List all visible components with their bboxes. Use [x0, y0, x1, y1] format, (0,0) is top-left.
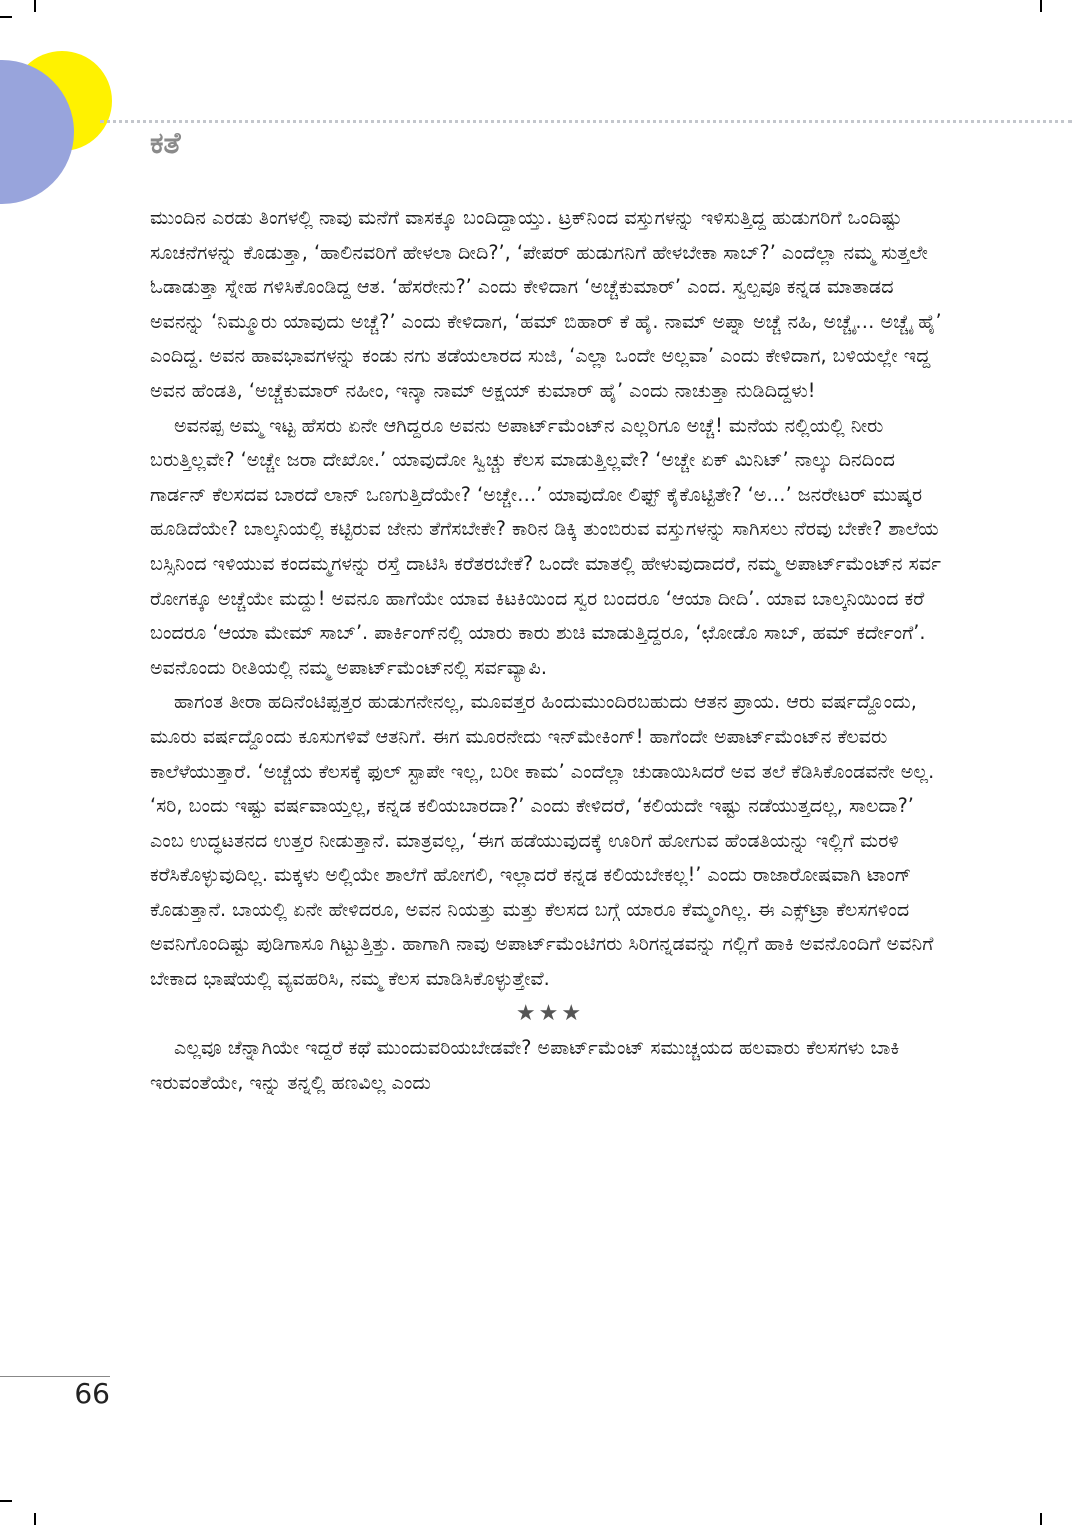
- paragraph-4: ಎಲ್ಲವೂ ಚೆನ್ನಾಗಿಯೇ ಇದ್ದರೆ ಕಥೆ ಮುಂದುವರಿಯಬೇಡವೇ? ಅಪಾರ್ಟ್‌ಮೆಂಟ್ ಸಮುಚ್ಚಯದ ಹಲವಾರು ಕೆಲಸಗಳು ಬಾಕಿ ಇರುವಂತೆಯೇ, ಇನ್ನು ತನ್ನಲ್ಲಿ ಹಣವಿಲ್ಲ ಎಂದು: [150, 1036, 900, 1094]
- section-separator: ★★★: [515, 1000, 585, 1026]
- crop-mark-bottom-right: [1040, 1513, 1042, 1525]
- paragraph-3: ಹಾಗಂತ ತೀರಾ ಹದಿನೆಂಟಿಪ್ಪತ್ತರ ಹುಡುಗನೇನಲ್ಲ, ಮೂವತ್ತರ ಹಿಂದುಮುಂದಿರಬಹುದು ಆತನ ಪ್ರಾಯ. ಆರು ವರ್ಷದ್ದೊಂದು, ಮೂರು ವರ್ಷದ್ದೊಂದು ಕೂಸುಗಳಿವೆ ಆತನಿಗೆ. ಈಗ ಮೂರನೇದು ಇನ್‌ಮೇಕಿಂಗ್! ಹಾಗೆಂದೇ ಅಪಾರ್ಟ್‌ಮೆಂಟ್‌ನ ಕೆಲವರು ಕಾಲೆಳೆಯುತ್ತಾರೆ. ‘ಅಚ್ಚೆಯ ಕೆಲಸಕ್ಕೆ ಫುಲ್ ಸ್ಟಾಪೇ ಇಲ್ಲ, ಬರೀ ಕಾಮ’ ಎಂದೆಲ್ಲಾ ಚುಡಾಯಿಸಿದರೆ ಅವ ತಲೆ ಕೆಡಿಸಿಕೊಂಡವನೇ ಅಲ್ಲ. ‘ಸರಿ, ಬಂದು ಇಷ್ಟು ವರ್ಷವಾಯ್ತಲ್ಲ, ಕನ್ನಡ ಕಲಿಯಬಾರದಾ?’ ಎಂದು ಕೇಳಿದರೆ, ‘ಕಲಿಯದೇ ಇಷ್ಟು ನಡೆಯುತ್ತದಲ್ಲ, ಸಾಲದಾ?’ ಎಂಬ ಉದ್ಧಟತನದ ಉತ್ತರ ನೀಡುತ್ತಾನೆ. ಮಾತ್ರವಲ್ಲ, ‘ಈಗ ಹಡೆಯುವುದಕ್ಕೆ ಊರಿಗೆ ಹೋಗುವ ಹೆಂಡತಿಯನ್ನು ಇಲ್ಲಿಗೆ ಮರಳಿ ಕರೆಸಿಕೊಳ್ಳುವುದಿಲ್ಲ. ಮಕ್ಕಳು ಅಲ್ಲಿಯೇ ಶಾಲೆಗೆ ಹೋಗಲಿ, ಇಲ್ಲಾದರೆ ಕನ್ನಡ ಕಲಿಯಬೇಕಲ್ಲ!’ ಎಂದು ರಾಜಾರೋಷವಾಗಿ ಟಾಂಗ್ ಕೊಡುತ್ತಾನೆ. ಬಾಯಲ್ಲಿ ಏನೇ ಹೇಳಿದರೂ, ಅವನ ನಿಯತ್ತು ಮತ್ತು ಕೆಲಸದ ಬಗ್ಗೆ ಯಾರೂ ಕೆಮ್ಮಂಗಿಲ್ಲ. ಈ ಎಕ್ಸ್‌ಟ್ರಾ ಕೆಲಸಗಳಿಂದ ಅವನಿಗೊಂದಿಷ್ಟು ಪುಡಿಗಾಸೂ ಗಿಟ್ಟುತ್ತಿತ್ತು. ಹಾಗಾಗಿ ನಾವು ಅಪಾರ್ಟ್‌ಮೆಂಟಿಗರು ಸಿರಿಗನ್ನಡವನ್ನು ಗಲ್ಲಿಗೆ ಹಾಕಿ ಅವನೊಂದಿಗೆ ಅವನಿಗೆ ಬೇಕಾದ ಭಾಷೆಯಲ್ಲಿ ವ್ಯವಹರಿಸಿ, ನಮ್ಮ ಕೆಲಸ ಮಾಡಿಸಿಕೊಳ್ಳುತ್ತೇವೆ.: [150, 690, 935, 991]
- crop-mark-bottom-left: [34, 1513, 36, 1525]
- crop-mark-top-right: [1040, 0, 1042, 12]
- header-dotted-rule: [100, 120, 1072, 123]
- crop-mark-left-bottom: [0, 1500, 12, 1502]
- paragraph-2: ಅವನಪ್ಪ ಅಮ್ಮ ಇಟ್ಟ ಹೆಸರು ಏನೇ ಆಗಿದ್ದರೂ ಅವನು ಅಪಾರ್ಟ್‌ಮೆಂಟ್‌ನ ಎಲ್ಲರಿಗೂ ಅಚ್ಚೆ! ಮನೆಯ ನಲ್ಲಿಯಲ್ಲಿ ನೀರು ಬರುತ್ತಿಲ್ಲವೇ? ‘ಅಚ್ಚೇ ಜರಾ ದೇಖೋ.’ ಯಾವುದೋ ಸ್ವಿಚ್ಚು ಕೆಲಸ ಮಾಡುತ್ತಿಲ್ಲವೇ? ‘ಅಚ್ಚೇ ಏಕ್ ಮಿನಿಟ್’ ನಾಲ್ಕು ದಿನದಿಂದ ಗಾರ್ಡನ್ ಕೆಲಸದವ ಬಾರದೆ ಲಾನ್ ಒಣಗುತ್ತಿದೆಯೇ? ‘ಅಚ್ಚೇ…’ ಯಾವುದೋ ಲಿಫ್ಟ್ ಕೈಕೊಟ್ಟಿತೇ? ‘ಅ…’ ಜನರೇಟರ್ ಮುಷ್ಕರ ಹೂಡಿದೆಯೇ? ಬಾಲ್ಕನಿಯಲ್ಲಿ ಕಟ್ಟಿರುವ ಜೇನು ತೆಗೆಸಬೇಕೇ? ಕಾರಿನ ಡಿಕ್ಕಿ ತುಂಬಿರುವ ವಸ್ತುಗಳನ್ನು ಸಾಗಿಸಲು ನೆರವು ಬೇಕೇ? ಶಾಲೆಯ ಬಸ್ಸಿನಿಂದ ಇಳಿಯುವ ಕಂದಮ್ಮಗಳನ್ನು ರಸ್ತೆ ದಾಟಿಸಿ ಕರೆತರಬೇಕೆ? ಒಂದೇ ಮಾತಲ್ಲಿ ಹೇಳುವುದಾದರೆ, ನಮ್ಮ ಅಪಾರ್ಟ್‌ಮೆಂಟ್‌ನ ಸರ್ವ ರೋಗಕ್ಕೂ ಅಚ್ಚೆಯೇ ಮದ್ದು! ಅವನೂ ಹಾಗೆಯೇ ಯಾವ ಕಿಟಕಿಯಿಂದ ಸ್ವರ ಬಂದರೂ ‘ಆಯಾ ದೀದಿ’. ಯಾವ ಬಾಲ್ಕನಿಯಿಂದ ಕರೆ ಬಂದರೂ ‘ಆಯಾ ಮೇಮ್ ಸಾಬ್’. ಪಾರ್ಕಿಂಗ್‌ನಲ್ಲಿ ಯಾರು ಕಾರು ಶುಚಿ ಮಾಡುತ್ತಿದ್ದರೂ, ‘ಛೋಡೊ ಸಾಬ್, ಹಮ್ ಕರ್ದೇಂಗೆ’. ಅವನೊಂದು ರೀತಿಯಲ್ಲಿ ನಮ್ಮ ಅಪಾರ್ಟ್‌ಮೆಂಟ್‌ನಲ್ಲಿ ಸರ್ವವ್ಯಾಪಿ.: [150, 413, 942, 679]
- section-title: ಕತೆ: [150, 126, 181, 161]
- page-number: 66: [74, 1377, 110, 1410]
- article-body: [150, 201, 950, 1100]
- paragraph-1: ಮುಂದಿನ ಎರಡು ತಿಂಗಳಲ್ಲಿ ನಾವು ಮನೆಗೆ ವಾಸಕ್ಕೂ ಬಂದಿದ್ದಾಯ್ತು. ಟ್ರಕ್‌ನಿಂದ ವಸ್ತುಗಳನ್ನು ಇಳಿಸುತ್ತಿದ್ದ ಹುಡುಗರಿಗೆ ಒಂದಿಷ್ಟು ಸೂಚನೆಗಳನ್ನು ಕೊಡುತ್ತಾ, ‘ಹಾಲಿನವರಿಗೆ ಹೇಳಲಾ ದೀದಿ?’, ‘ಪೇಪರ್ ಹುಡುಗನಿಗೆ ಹೇಳಬೇಕಾ ಸಾಬ್?’ ಎಂದೆಲ್ಲಾ ನಮ್ಮ ಸುತ್ತಲೇ ಓಡಾಡುತ್ತಾ ಸ್ನೇಹ ಗಳಿಸಿಕೊಂಡಿದ್ದ ಆತ. ‘ಹೆಸರೇನು?’ ಎಂದು ಕೇಳಿದಾಗ ‘ಅಚ್ಚೆಕುಮಾರ್’ ಎಂದ. ಸ್ವಲ್ಪವೂ ಕನ್ನಡ ಮಾತಾಡದ ಅವನನ್ನು ‘ನಿಮ್ಮೂರು ಯಾವುದು ಅಚ್ಚೆ?’ ಎಂದು ಕೇಳಿದಾಗ, ‘ಹಮ್ ಬಿಹಾರ್ ಕೆ ಹೈ. ನಾಮ್ ಅಪ್ನಾ ಅಚ್ಚೆ ನಹಿ, ಅಚ್ಚೈ… ಅಚ್ಚೈ ಹೈ’ ಎಂದಿದ್ದ. ಅವನ ಹಾವಭಾವಗಳನ್ನು ಕಂಡು ನಗು ತಡೆಯಲಾರದ ಸುಜಿ, ‘ಎಲ್ಲಾ ಒಂದೇ ಅಲ್ಲವಾ’ ಎಂದು ಕೇಳಿದಾಗ, ಬಳಿಯಲ್ಲೇ ಇದ್ದ ಅವನ ಹೆಂಡತಿ, ‘ಅಚ್ಚೆಕುಮಾರ್ ನಹೀಂ, ಇನ್ಕಾ ನಾಮ್ ಅಕ್ಷಯ್ ಕುಮಾರ್ ಹೈ’ ಎಂದು ನಾಚುತ್ತಾ ನುಡಿದಿದ್ದಳು!: [150, 206, 942, 402]
- corner-decoration: [0, 0, 140, 220]
